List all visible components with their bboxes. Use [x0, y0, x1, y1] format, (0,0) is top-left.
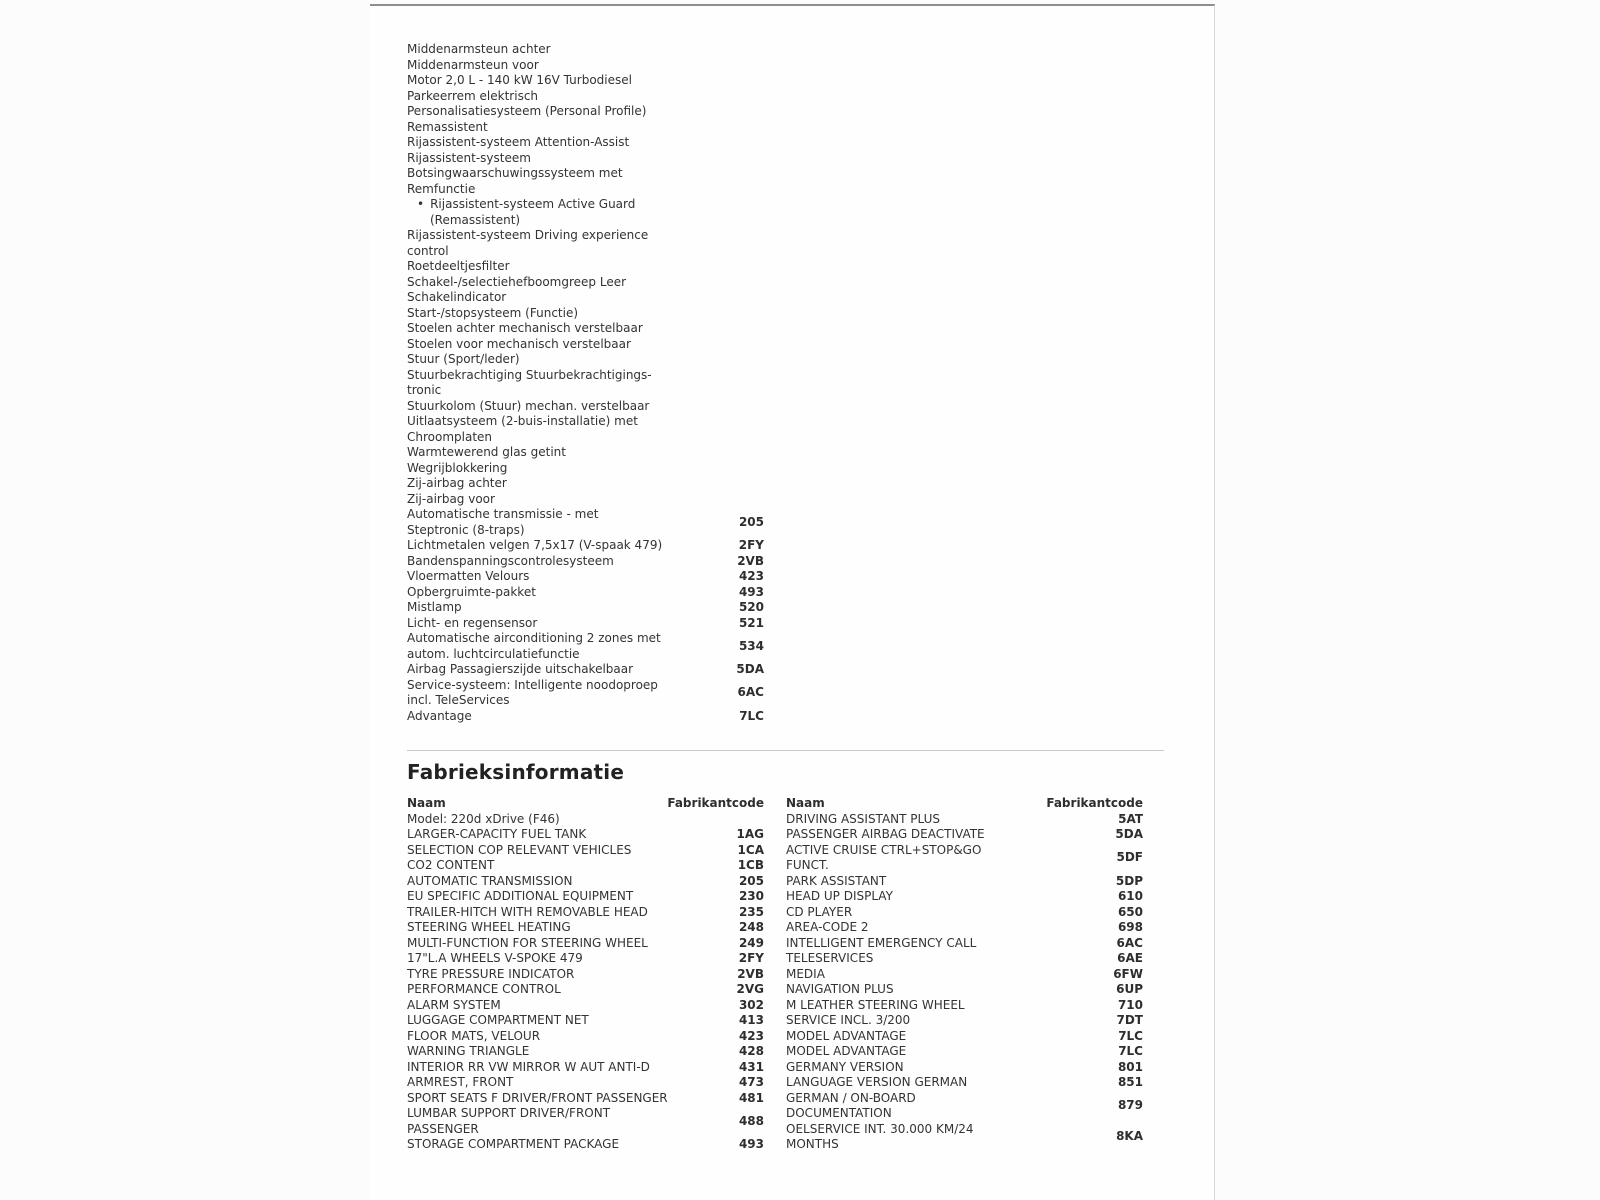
factory-row-name: OELSERVICE INT. 30.000 KM/24 MONTHS	[786, 1121, 974, 1151]
equipment-item	[407, 275, 653, 291]
equipment-item-label: Middenarmsteun voor	[407, 57, 539, 72]
factory-row-name: LANGUAGE VERSION GERMAN	[786, 1075, 968, 1089]
factory-row-name: GERMANY VERSION	[786, 1059, 904, 1074]
equipment-item-label: Botsingwaarschuwingssysteem met Remfunctie	[407, 166, 623, 196]
equipment-item	[407, 73, 653, 89]
column-header-fabrikantcode: Fabrikantcode	[1046, 796, 1143, 810]
factory-row-code: 6UP	[1116, 982, 1143, 996]
factory-row-name: ARMREST, FRONT	[407, 1075, 514, 1089]
coded-equipment-code: 2FY	[738, 538, 764, 552]
factory-row-code: 6FW	[1113, 966, 1143, 981]
factory-row-name: INTELLIGENT EMERGENCY CALL	[786, 935, 977, 950]
factory-row-code: 650	[1117, 904, 1143, 919]
column-header-naam: Naam	[786, 796, 825, 810]
factory-row-code: 481	[738, 1090, 764, 1105]
equipment-item	[407, 321, 653, 337]
factory-row-name: MODEL ADVANTAGE	[786, 1028, 907, 1043]
equipment-item-label: Rijassistent-systeem Attention-Assist	[407, 135, 630, 149]
equipment-item	[407, 120, 653, 136]
factory-row-code: 698	[1117, 920, 1143, 934]
equipment-item-label: Stuurkolom (Stuur) mechan. verstelbaar	[407, 398, 650, 413]
factory-table-row	[407, 1013, 764, 1029]
coded-equipment-name: Service-systeem: Intelligente noodoproep incl. TeleServices	[407, 677, 658, 707]
factory-row-code: 249	[738, 935, 764, 950]
factory-row-code: 423	[738, 1028, 764, 1043]
equipment-item-label: Motor 2,0 L - 140 kW 16V Turbodiesel	[407, 73, 632, 87]
factory-table-row	[786, 1044, 1143, 1060]
factory-row-code: 1CB	[737, 858, 764, 872]
coded-equipment-code: 521	[738, 615, 764, 630]
factory-row-name: TRAILER-HITCH WITH REMOVABLE HEAD	[407, 904, 648, 919]
coded-equipment-code: 6AC	[737, 685, 764, 700]
factory-row-code: 493	[738, 1137, 764, 1151]
factory-row-code: 488	[738, 1113, 764, 1128]
coded-equipment-row	[407, 507, 764, 538]
factory-row-code: 610	[1117, 889, 1143, 903]
factory-table-row	[407, 827, 764, 843]
equipment-item-label: Start-/stopsysteem (Functie)	[407, 305, 579, 320]
equipment-item-label: Roetdeeltjesfilter	[407, 259, 510, 273]
factory-table-row	[786, 951, 1143, 967]
equipment-list	[407, 42, 1169, 724]
factory-row-name: SELECTION COP RELEVANT VEHICLES	[407, 842, 632, 857]
factory-row-name: 17"L.A WHEELS V-SPOKE 479	[407, 951, 583, 965]
factory-table-row	[786, 1075, 1143, 1091]
factory-row-name: WARNING TRIANGLE	[407, 1044, 530, 1058]
equipment-item	[407, 492, 653, 508]
factory-row-name: ACTIVE CRUISE CTRL+STOP&GO FUNCT.	[786, 842, 982, 872]
equipment-item-label: Schakel-/selectiehefboomgreep Leer	[407, 274, 627, 289]
factory-row-name: STEERING WHEEL HEATING	[407, 920, 571, 934]
factory-table-row	[407, 936, 764, 952]
factory-table-row	[407, 998, 764, 1014]
coded-equipment-row	[407, 678, 764, 709]
factory-table-right-body	[786, 812, 1143, 1153]
factory-row-name: NAVIGATION PLUS	[786, 982, 894, 996]
factory-info-tables	[407, 796, 1169, 1153]
factory-table-row	[786, 827, 1143, 843]
equipment-item-label: Stuur (Sport/leder)	[407, 352, 520, 366]
factory-table-row	[786, 1029, 1143, 1045]
factory-row-name: Model: 220d xDrive (F46)	[407, 811, 560, 826]
equipment-item	[407, 197, 676, 228]
factory-row-code: 7DT	[1116, 1013, 1143, 1027]
coded-equipment-code: 534	[738, 638, 764, 653]
coded-equipment-row	[407, 600, 764, 616]
factory-row-name: LARGER-CAPACITY FUEL TANK	[407, 827, 587, 841]
coded-equipment-code: 7LC	[739, 708, 764, 723]
factory-table-header	[786, 796, 1143, 812]
equipment-item	[407, 259, 653, 275]
factory-table-row	[407, 874, 764, 890]
factory-table-row	[786, 936, 1143, 952]
factory-row-name: PARK ASSISTANT	[786, 873, 887, 888]
factory-table-row	[407, 1060, 764, 1076]
factory-table-row	[407, 967, 764, 983]
factory-row-code: 302	[738, 997, 764, 1012]
equipment-item	[407, 414, 653, 445]
factory-row-code: 5DA	[1115, 827, 1143, 841]
factory-row-name: GERMAN / ON-BOARD DOCUMENTATION	[786, 1090, 916, 1120]
equipment-item	[407, 151, 653, 167]
factory-row-code: 801	[1117, 1059, 1143, 1074]
equipment-item	[407, 352, 653, 368]
equipment-item-label: Wegrijblokkering	[407, 460, 508, 475]
factory-table-row	[407, 905, 764, 921]
factory-table-row	[786, 1122, 1143, 1153]
factory-table-row	[407, 1075, 764, 1091]
equipment-item-label: Personalisatiesysteem (Personal Profile)	[407, 104, 647, 118]
factory-row-name: MEDIA	[786, 966, 825, 981]
equipment-item	[407, 58, 653, 74]
factory-table-row	[786, 982, 1143, 998]
coded-equipment-code: 205	[738, 514, 764, 529]
section-title: Fabrieksinformatie	[407, 760, 625, 784]
factory-table-row	[407, 982, 764, 998]
equipment-item	[407, 337, 653, 353]
coded-equipment-code: 520	[738, 600, 764, 614]
coded-equipment-row	[407, 709, 764, 725]
equipment-plain-list	[407, 42, 1169, 507]
factory-table-row	[407, 1029, 764, 1045]
coded-equipment-row	[407, 631, 764, 662]
factory-row-name: LUGGAGE COMPARTMENT NET	[407, 1013, 589, 1027]
coded-equipment-name: Mistlamp	[407, 600, 462, 614]
factory-table-row	[786, 812, 1143, 828]
factory-table-right	[786, 796, 1143, 1153]
factory-row-code: 5DP	[1115, 873, 1143, 888]
factory-row-name: PASSENGER AIRBAG DEACTIVATE	[786, 827, 985, 841]
equipment-item-label: Warmtewerend glas getint	[407, 445, 566, 459]
bullet-marker: •	[417, 197, 425, 211]
coded-equipment-name: Opbergruimte-pakket	[407, 584, 536, 599]
factory-row-name: CO2 CONTENT	[407, 858, 495, 872]
column-header-naam: Naam	[407, 796, 446, 810]
equipment-item-label: Stuurbekrachtiging Stuurbekrachtigings-tronic	[407, 367, 652, 397]
factory-row-name: AUTOMATIC TRANSMISSION	[407, 873, 573, 888]
factory-row-code: 1CA	[737, 842, 764, 857]
factory-row-code: 851	[1117, 1075, 1143, 1089]
equipment-item-label: Schakelindicator	[407, 290, 507, 304]
equipment-item	[407, 89, 653, 105]
factory-row-name: PERFORMANCE CONTROL	[407, 982, 561, 996]
coded-equipment-row	[407, 554, 764, 570]
coded-equipment-name: Automatische airconditioning 2 zones met autom. luchtcirculatiefunctie	[407, 631, 661, 661]
coded-equipment-name: Advantage	[407, 708, 472, 723]
factory-row-code: 5DF	[1116, 850, 1143, 865]
factory-table-row	[786, 874, 1143, 890]
factory-table-row	[786, 1013, 1143, 1029]
coded-equipment-row	[407, 616, 764, 632]
equipment-item-label: Remassistent	[407, 119, 488, 134]
factory-row-code: 8KA	[1116, 1129, 1143, 1144]
coded-equipment-name: Vloermatten Velours	[407, 569, 530, 583]
factory-row-code: 235	[738, 904, 764, 919]
factory-table-row	[407, 1091, 764, 1107]
coded-equipment-code: 2VB	[737, 553, 764, 568]
coded-equipment-row	[407, 569, 764, 585]
factory-row-name: CD PLAYER	[786, 904, 853, 919]
equipment-item-label: Rijassistent-systeem Driving experience control	[407, 228, 649, 258]
factory-table-row	[786, 967, 1143, 983]
equipment-item-label: Stoelen voor mechanisch verstelbaar	[407, 336, 631, 351]
factory-row-name: STORAGE COMPARTMENT PACKAGE	[407, 1137, 620, 1151]
equipment-item	[407, 290, 653, 306]
section-divider	[407, 750, 1164, 751]
equipment-item-label: Uitlaatsysteem (2-buis-installatie) met Chroomplaten	[407, 414, 638, 444]
factory-row-code: 2VG	[736, 982, 764, 996]
equipment-item-label: Rijassistent-systeem Active Guard (Remassistent)	[430, 197, 636, 227]
coded-equipment-row	[407, 538, 764, 554]
factory-row-name: LUMBAR SUPPORT DRIVER/FRONT PASSENGER	[407, 1106, 611, 1136]
equipment-item	[407, 476, 653, 492]
factory-table-row	[407, 812, 764, 828]
factory-row-code: 7LC	[1118, 1028, 1143, 1043]
factory-row-name: FLOOR MATS, VELOUR	[407, 1028, 541, 1043]
equipment-item	[407, 166, 653, 197]
factory-table-row	[407, 1137, 764, 1153]
coded-equipment-name: Airbag Passagierszijde uitschakelbaar	[407, 662, 634, 676]
equipment-item-label: Rijassistent-systeem	[407, 150, 531, 165]
document-page	[370, 4, 1215, 1200]
coded-equipment-name: Automatische transmissie - met Steptronic (8-traps)	[407, 507, 599, 537]
factory-row-name: M LEATHER STEERING WHEEL	[786, 997, 965, 1012]
factory-row-code: 230	[738, 889, 764, 903]
factory-table-left-body	[407, 812, 764, 1153]
coded-equipment-code: 423	[738, 569, 764, 583]
factory-row-code: 710	[1117, 997, 1143, 1012]
equipment-item	[407, 306, 653, 322]
factory-table-row	[407, 1106, 764, 1137]
coded-equipment-code: 5DA	[736, 662, 764, 676]
equipment-item	[407, 228, 653, 259]
equipment-item-label: Zij-airbag voor	[407, 491, 495, 506]
factory-row-code: 5AT	[1118, 811, 1143, 826]
equipment-item-label: Middenarmsteun achter	[407, 42, 551, 56]
coded-equipment-row	[407, 662, 764, 678]
factory-table-row	[786, 920, 1143, 936]
factory-table-row	[786, 889, 1143, 905]
equipment-item	[407, 399, 653, 415]
column-header-fabrikantcode: Fabrikantcode	[667, 796, 764, 810]
factory-table-row	[407, 920, 764, 936]
page-content	[370, 6, 1214, 1153]
factory-table-row	[786, 905, 1143, 921]
coded-equipment-name: Lichtmetalen velgen 7,5x17 (V-spaak 479)	[407, 538, 663, 552]
factory-row-name: ALARM SYSTEM	[407, 997, 501, 1012]
equipment-item-label: Stoelen achter mechanisch verstelbaar	[407, 321, 643, 335]
equipment-item	[407, 461, 653, 477]
factory-row-name: MODEL ADVANTAGE	[786, 1044, 907, 1058]
factory-row-code: 7LC	[1118, 1044, 1143, 1058]
equipment-item-label: Parkeerrem elektrisch	[407, 88, 539, 103]
factory-row-code: 473	[738, 1075, 764, 1089]
equipment-item	[407, 42, 653, 58]
factory-table-row	[407, 951, 764, 967]
factory-table-row	[786, 1060, 1143, 1076]
factory-row-code: 2FY	[738, 951, 764, 965]
equipment-item	[407, 135, 653, 151]
factory-row-name: INTERIOR RR VW MIRROR W AUT ANTI-D	[407, 1059, 650, 1074]
coded-equipment-code: 493	[738, 584, 764, 599]
equipment-item	[407, 104, 653, 120]
factory-row-code: 428	[738, 1044, 764, 1058]
factory-table-header	[407, 796, 764, 812]
factory-row-name: SERVICE INCL. 3/200	[786, 1013, 911, 1027]
factory-row-name: TELESERVICES	[786, 951, 874, 965]
factory-row-name: AREA-CODE 2	[786, 920, 869, 934]
equipment-item-label: Zij-airbag achter	[407, 476, 507, 490]
factory-row-code: 413	[738, 1013, 764, 1027]
equipment-item	[407, 368, 653, 399]
factory-table-left	[407, 796, 764, 1153]
coded-equipment-name: Licht- en regensensor	[407, 615, 538, 630]
factory-table-row	[407, 858, 764, 874]
factory-table-row	[786, 843, 1143, 874]
factory-row-name: TYRE PRESSURE INDICATOR	[407, 966, 575, 981]
factory-row-code: 2VB	[737, 966, 764, 981]
factory-table-row	[786, 998, 1143, 1014]
factory-table-row	[407, 1044, 764, 1060]
factory-table-row	[407, 843, 764, 859]
coded-equipment-name: Bandenspanningscontrolesysteem	[407, 553, 614, 568]
equipment-coded-list	[407, 507, 1169, 724]
factory-row-code: 431	[738, 1059, 764, 1074]
factory-row-code: 6AC	[1116, 935, 1143, 950]
factory-row-code: 6AE	[1117, 951, 1143, 965]
factory-table-row	[407, 889, 764, 905]
factory-row-name: DRIVING ASSISTANT PLUS	[786, 811, 941, 826]
factory-row-name: SPORT SEATS F DRIVER/FRONT PASSENGER	[407, 1090, 668, 1105]
factory-row-code: 879	[1117, 1098, 1143, 1113]
factory-row-name: EU SPECIFIC ADDITIONAL EQUIPMENT	[407, 889, 634, 903]
factory-table-row	[786, 1091, 1143, 1122]
factory-row-name: HEAD UP DISPLAY	[786, 889, 893, 903]
equipment-item	[407, 445, 653, 461]
factory-row-code: 248	[738, 920, 764, 934]
factory-row-code: 1AG	[736, 827, 764, 841]
coded-equipment-row	[407, 585, 764, 601]
factory-row-code: 205	[738, 873, 764, 888]
factory-row-name: MULTI-FUNCTION FOR STEERING WHEEL	[407, 935, 648, 950]
